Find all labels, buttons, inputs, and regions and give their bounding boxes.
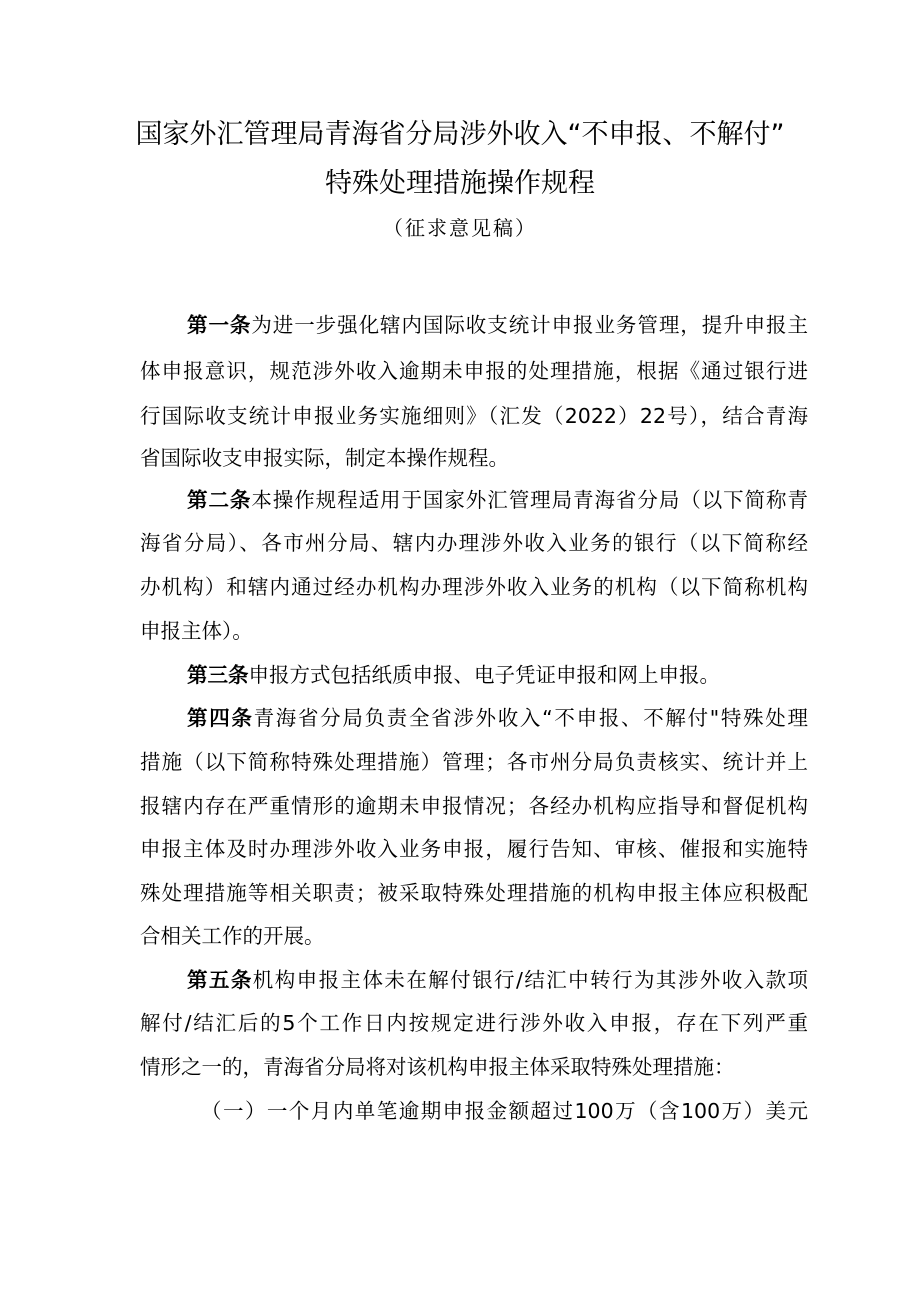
article-2-line-2: 海省分局）、各市州分局、辖内办理涉外收入业务的银行（以下简称经 bbox=[140, 531, 808, 555]
article-5-line-2: 解付/结汇后的5个工作日内按规定进行涉外收入申报，存在下列严重 bbox=[140, 1011, 808, 1035]
article-1-line-4: 省国际收支申报实际，制定本操作规程。 bbox=[140, 446, 509, 470]
article-5-text: 机构申报主体未在解付银行/结汇中转行为其涉外收入款项 bbox=[252, 968, 809, 992]
document-title-line-2: 特殊处理措施操作规程 bbox=[325, 168, 595, 199]
article-4-line-5: 殊处理措施等相关职责；被采取特殊处理措施的机构申报主体应积极配 bbox=[140, 881, 808, 905]
article-2-line-1 bbox=[187, 485, 808, 515]
article-3-line-1 bbox=[187, 660, 808, 690]
article-4-line-4: 申报主体及时办理涉外收入业务申报，履行告知、审核、催报和实施特 bbox=[140, 837, 808, 861]
article-5-line-1 bbox=[187, 965, 808, 995]
document-title-line-1: 国家外汇管理局青海省分局涉外收入“不申报、不解付” bbox=[135, 119, 785, 150]
article-4-line-1 bbox=[187, 703, 808, 733]
article-4-line-3: 报辖内存在严重情形的逾期未申报情况；各经办机构应指导和督促机构 bbox=[140, 794, 808, 818]
article-4-text: 青海省分局负责全省涉外收入“不申报、不解付"特殊处理 bbox=[253, 706, 808, 730]
article-5-label: 第五条 bbox=[187, 968, 253, 992]
article-2-line-4: 申报主体）。 bbox=[140, 619, 253, 643]
article-2-label: 第二条 bbox=[187, 488, 252, 512]
article-2-text: 本操作规程适用于国家外汇管理局青海省分局（以下简称青 bbox=[251, 488, 809, 512]
article-5-item-1: （一）一个月内单笔逾期申报金额超过100万（含100万）美元 bbox=[201, 1099, 808, 1123]
article-1-label: 第一条 bbox=[187, 313, 252, 337]
article-1-line-2: 体申报意识，规范涉外收入逾期未申报的处理措施，根据《通过银行进 bbox=[140, 359, 808, 383]
article-4-line-6: 合相关工作的开展。 bbox=[140, 924, 325, 948]
article-1-line-3: 行国际收支统计申报业务实施细则》（汇发（2022）22号），结合青海 bbox=[140, 404, 808, 428]
article-2-line-3: 办机构）和辖内通过经办机构办理涉外收入业务的机构（以下简称机构 bbox=[140, 575, 808, 599]
article-5-line-3: 情形之一的，青海省分局将对该机构申报主体采取特殊处理措施： bbox=[140, 1055, 735, 1079]
article-3-text: 申报方式包括纸质申报、电子凭证申报和网上申报。 bbox=[248, 663, 720, 687]
article-4-label: 第四条 bbox=[187, 706, 254, 730]
article-3-label: 第三条 bbox=[187, 663, 249, 687]
article-1-text: 为进一步强化辖内国际收支统计申报业务管理，提升申报主 bbox=[251, 313, 809, 337]
document-subtitle: （征求意见稿） bbox=[383, 216, 537, 240]
article-1-line-1 bbox=[187, 310, 808, 340]
article-4-line-2: 措施（以下简称特殊处理措施）管理；各市州分局负责核实、统计并上 bbox=[140, 750, 808, 774]
